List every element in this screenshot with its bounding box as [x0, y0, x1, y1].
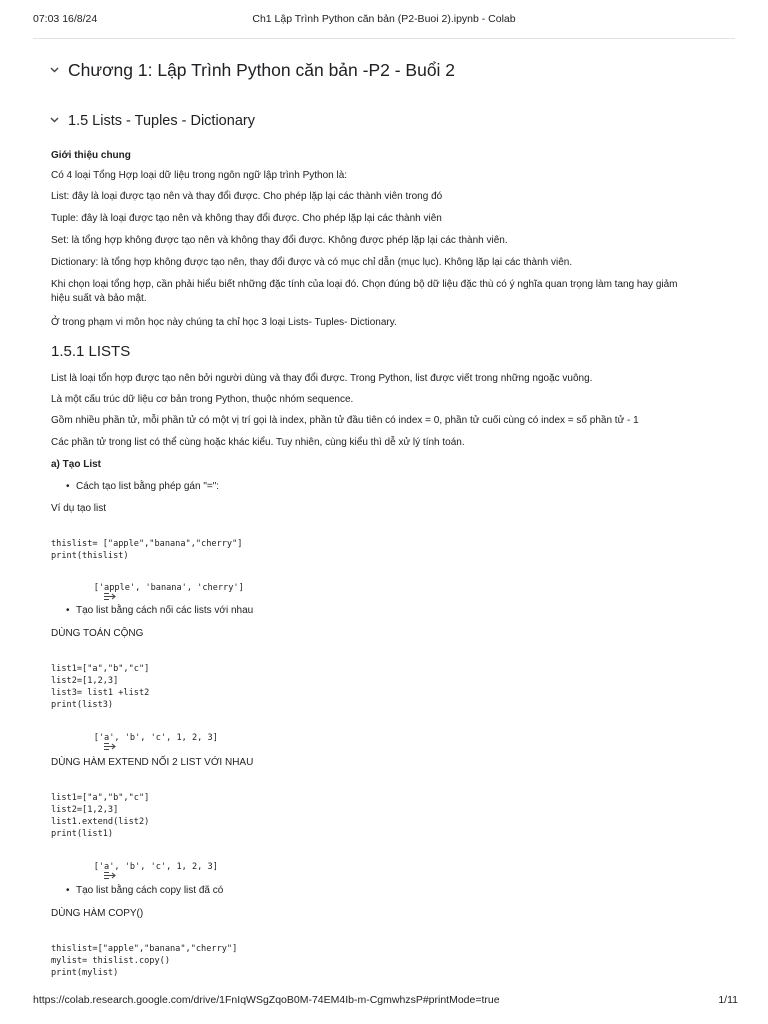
output-text: ['a', 'b', 'c', 1, 2, 3] — [93, 862, 218, 872]
output-cell — [51, 852, 218, 882]
intro-line: List: đây là loại được tạo nên và thay đổi được. Cho phép lặp lại các thành viên trong đó — [51, 191, 443, 202]
output-cell — [51, 573, 244, 603]
bullet-text: Cách tạo list bằng phép gán "=": — [76, 481, 220, 492]
divider — [33, 38, 735, 39]
code-cell[interactable]: list1=["a","b","c"] list2=[1,2,3] list1.extend(list2) print(list1) — [51, 793, 150, 839]
print-datetime: 07:03 16/8/24 — [33, 13, 98, 25]
intro-title: Giới thiệu chung — [51, 150, 131, 161]
bullet-text: Tạo list bằng cách copy list đã có — [76, 885, 224, 896]
output-text: ['a', 'b', 'c', 1, 2, 3] — [93, 733, 218, 743]
bullet-item: • Tạo list bằng cách copy list đã có — [66, 885, 224, 896]
list-line: Là một cấu trúc dữ liệu cơ bản trong Python, thuộc nhóm sequence. — [51, 394, 354, 405]
bullet-item: • Cách tạo list bằng phép gán "=": — [66, 481, 220, 492]
section-heading-2[interactable] — [50, 113, 255, 129]
choose-paragraph: Khi chọn loại tổng hợp, cần phải hiểu biết những đặc tính của loại đó. Chọn đúng bộ dữ liệu đặc thù có ý nghĩa quan trọng làm tang hay giảm hiệu suất và bảo mật. — [51, 279, 678, 304]
code-cell[interactable]: list1=["a","b","c"] list2=[1,2,3] list3= list1 +list2 print(list3) — [51, 664, 150, 710]
page-number: 1/11 — [718, 994, 738, 1006]
intro-line: Dictionary: là tổng hợp không được tạo nên, thay đổi được và có mục chỉ dẫn (mục lục). Không lặp lại các thành viên. — [51, 257, 573, 268]
intro-line: Có 4 loại Tổng Hợp loại dữ liệu trong ngôn ngữ lập trình Python là: — [51, 170, 348, 181]
output-toggle-icon[interactable] — [72, 732, 86, 741]
print-header — [0, 0, 768, 28]
heading-text: Chương 1: Lập Trình Python căn bản -P2 - Buổi 2 — [68, 60, 456, 80]
output-toggle-icon[interactable] — [72, 861, 86, 870]
list-line: Các phần tử trong list có thể cùng hoặc khác kiểu. Tuy nhiên, cùng kiểu thì dễ xử lý tính toán. — [51, 437, 465, 448]
chevron-down-icon[interactable] — [50, 115, 68, 126]
bullet-text: Tạo list bằng cách nối các lists với nhau — [76, 605, 254, 616]
code-cell[interactable]: thislist= ["apple","banana","cherry"] print(thislist) — [51, 539, 243, 561]
output-toggle-icon[interactable] — [72, 582, 86, 591]
label-add: DÙNG TOÁN CỘNG — [51, 628, 144, 639]
code-cell[interactable]: thislist=["apple","banana","cherry"] mylist= thislist.copy() print(mylist) — [51, 944, 238, 978]
lists-heading: 1.5.1 LISTS — [51, 343, 131, 360]
example-label: Ví dụ tạo list — [51, 503, 107, 514]
print-title: Ch1 Lập Trình Python căn bản (P2-Buoi 2).ipynb - Colab — [252, 13, 516, 25]
list-line: List là loại tổn hợp được tạo nên bởi người dùng và thay đổi được. Trong Python, list được viết trong những ngoặc vuông. — [51, 373, 593, 384]
chevron-down-icon[interactable] — [50, 65, 68, 76]
intro-line: Tuple: đây là loại được tạo nên và không thay đổi được. Cho phép lặp lại các thành viên — [51, 213, 442, 224]
label-copy: DÙNG HÀM COPY() — [51, 908, 144, 919]
label-extend: DÙNG HÀM EXTEND NỐI 2 LIST VỚI NHAU — [51, 757, 254, 768]
scope-paragraph: Ở trong phạm vi môn học này chúng ta chỉ học 3 loại Lists- Tuples- Dictionary. — [51, 317, 397, 328]
heading-text: 1.5 Lists - Tuples - Dictionary — [68, 113, 255, 129]
output-text: ['apple', 'banana', 'cherry'] — [93, 583, 244, 593]
intro-line: Set: là tổng hợp không được tạo nên và không thay đổi được. Không được phép lặp lại các thành viên. — [51, 235, 508, 246]
section-heading-1[interactable] — [50, 60, 455, 81]
output-cell — [51, 723, 218, 753]
list-line: Gồm nhiều phần tử, mỗi phần tử có một vị trí gọi là index, phần tử đầu tiên có index = 0, phần tử cuối cùng có index = số phần tử - 1 — [51, 415, 639, 426]
print-url: https://colab.research.google.com/drive/1FnIqWSgZqoB0M-74EM4Ib-m-CgmwhzsP#printMode=true — [33, 994, 500, 1006]
bullet-item: • Tạo list bằng cách nối các lists với nhau — [66, 605, 254, 616]
create-list-title: a) Tạo List — [51, 459, 102, 470]
